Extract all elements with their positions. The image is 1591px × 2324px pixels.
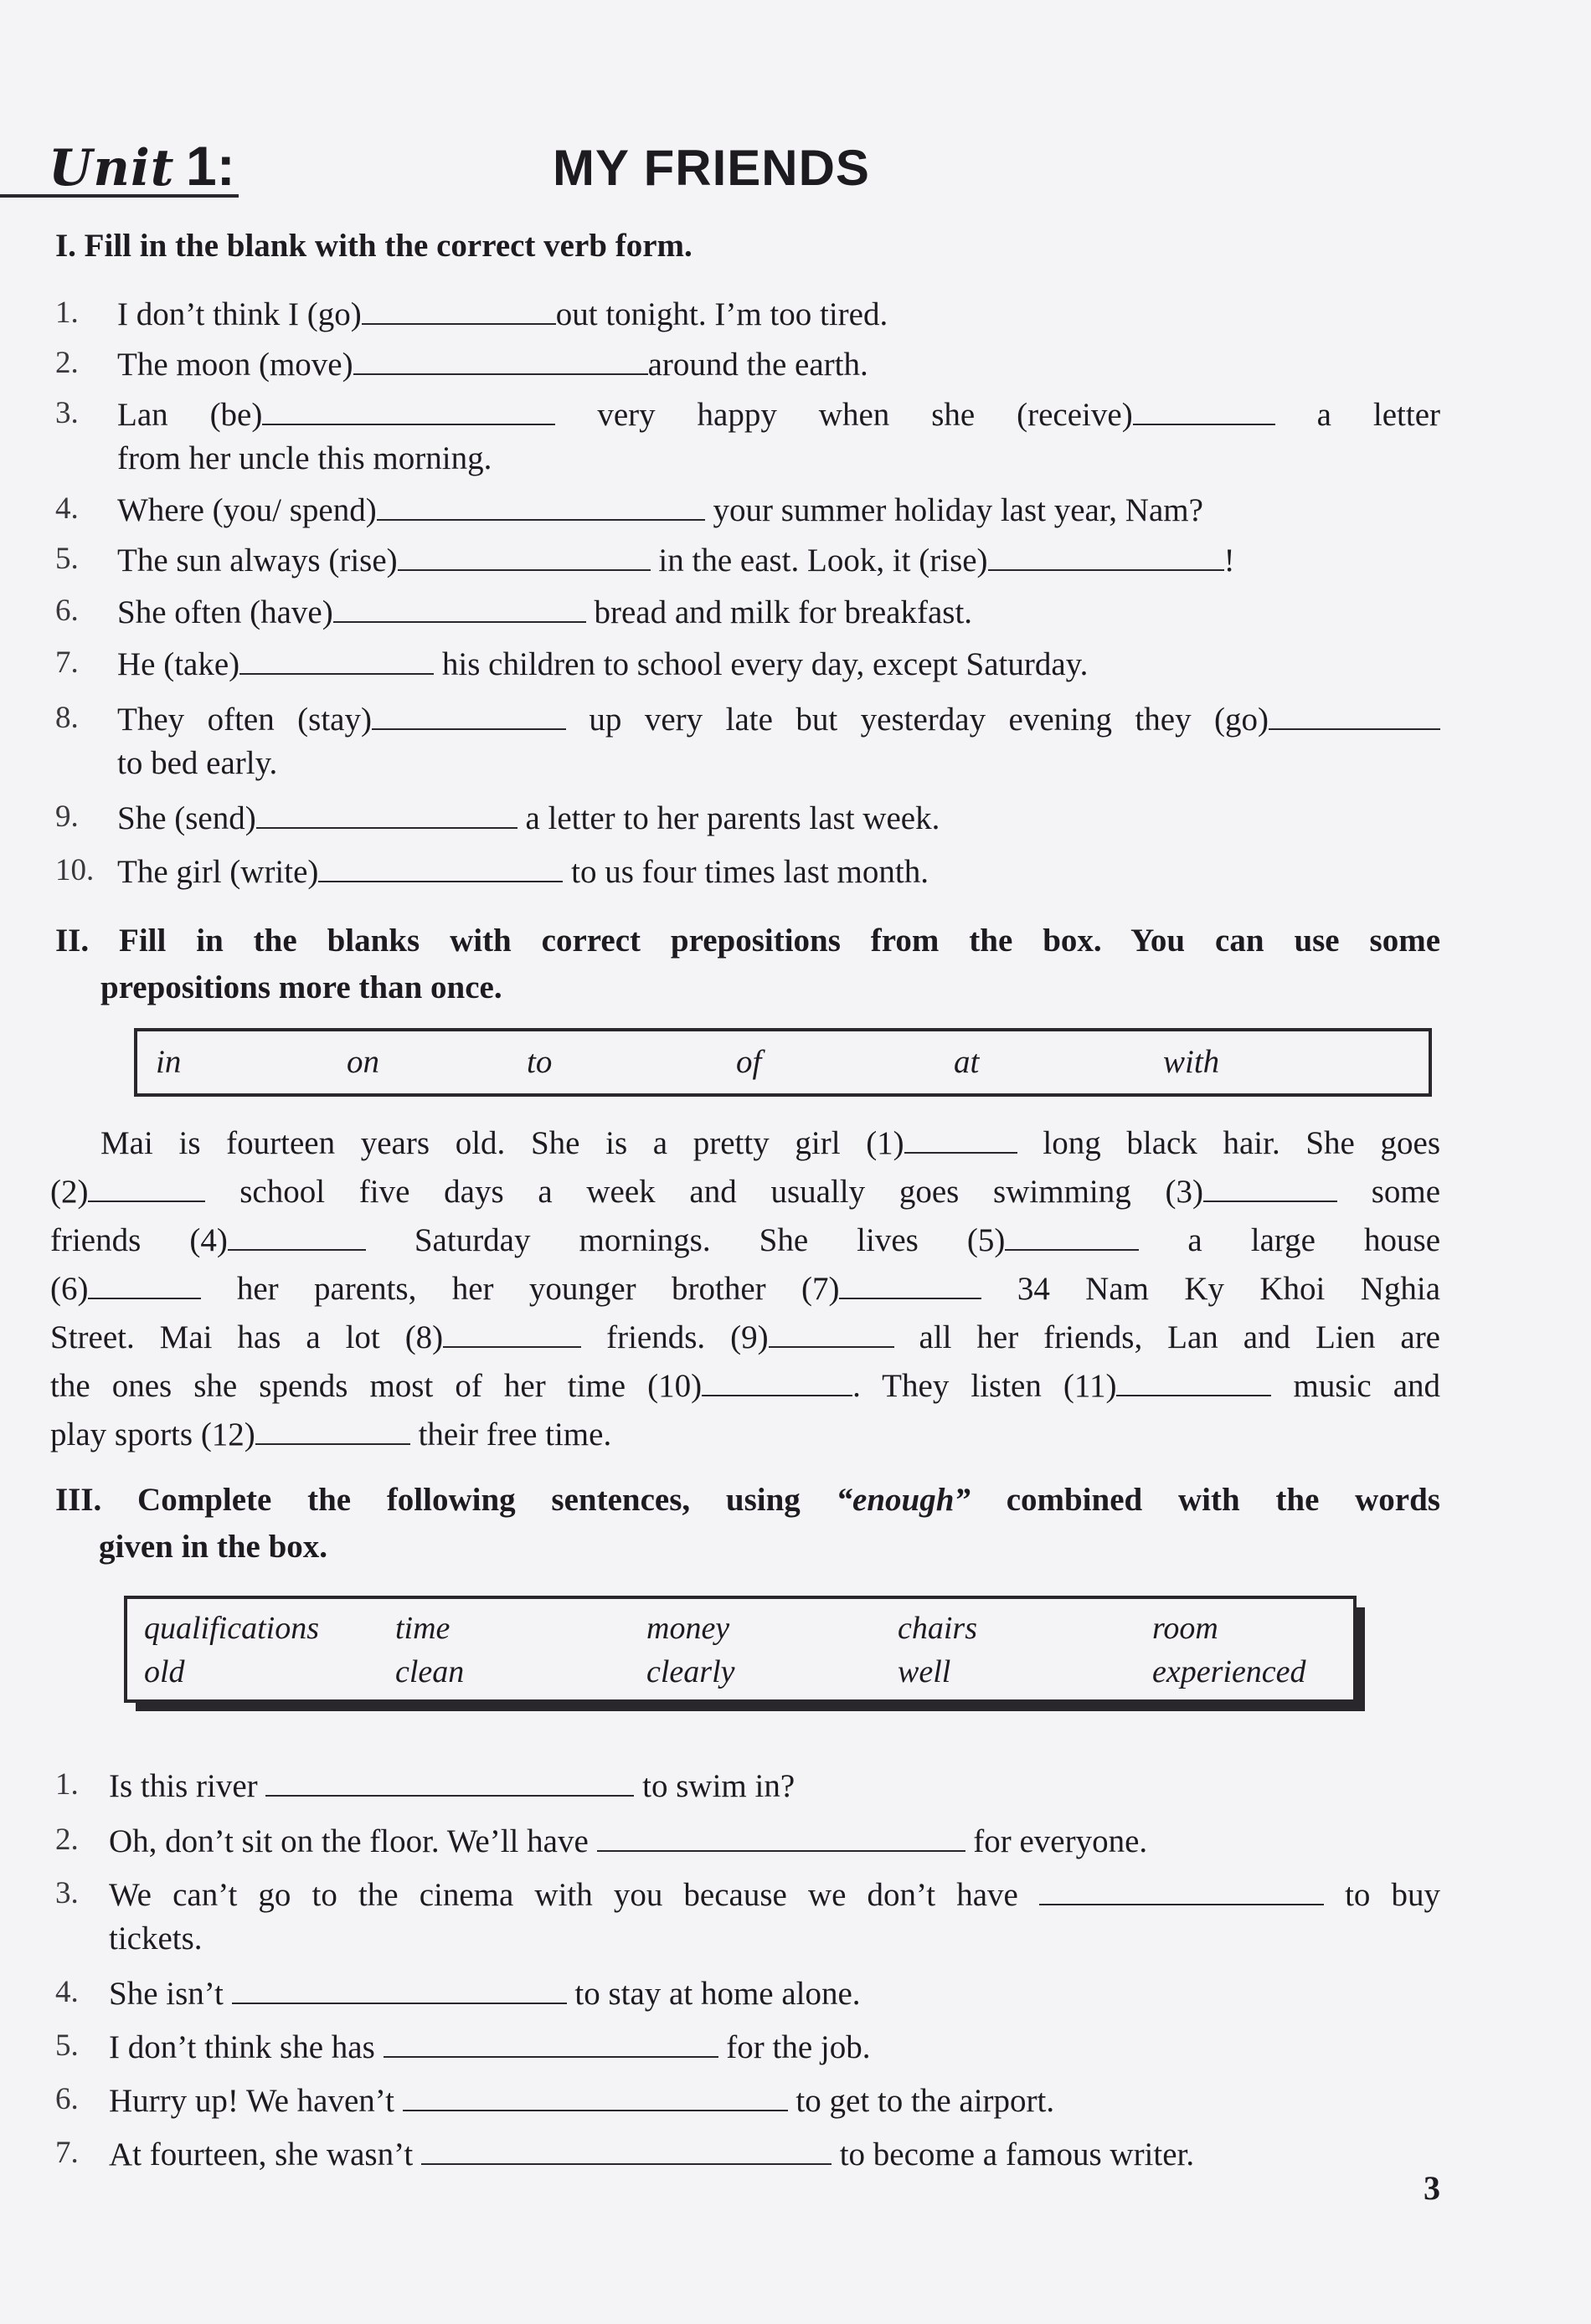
word-box-item: well: [898, 1654, 951, 1689]
word-box-item: room: [1152, 1611, 1218, 1646]
item-number: 2.: [55, 1823, 79, 1857]
word-box-item: in: [156, 1044, 182, 1080]
answer-blank[interactable]: [1039, 1870, 1324, 1905]
answer-blank[interactable]: [403, 2076, 788, 2111]
answer-blank[interactable]: [88, 1167, 205, 1202]
answer-blank[interactable]: [353, 340, 648, 375]
item-number: 4.: [55, 491, 79, 526]
answer-blank[interactable]: [255, 1410, 410, 1445]
answer-blank[interactable]: [232, 1969, 567, 2004]
word-box-item: of: [736, 1044, 762, 1080]
exercise-sentence: She (send) a letter to her parents last week.: [117, 794, 940, 842]
unit-title: MY FRIENDS: [553, 140, 870, 196]
unit-number: 1:: [186, 135, 235, 197]
word-box-item: time: [395, 1611, 451, 1646]
passage-line: (2) school five days a week and usually goes swimming (3) some: [50, 1167, 1440, 1216]
answer-blank[interactable]: [839, 1264, 981, 1299]
exercise-sentence: The moon (move) around the earth.: [117, 340, 868, 388]
exercise-sentence: Lan (be) very happy when she (receive) a letter: [117, 390, 1440, 439]
exercise-sentence: I don’t think I (go) out tonight. I’m too tired.: [117, 290, 888, 338]
item-number: 3.: [55, 396, 79, 430]
answer-blank[interactable]: [769, 1313, 894, 1348]
item-number: 10.: [55, 853, 95, 887]
answer-blank[interactable]: [1203, 1167, 1337, 1202]
item-number: 4.: [55, 1975, 79, 2009]
exercise-sentence: Is this river to swim in?: [109, 1761, 795, 1810]
word-box-item: to: [527, 1044, 553, 1080]
item-number: 3.: [55, 1876, 79, 1910]
answer-blank[interactable]: [265, 1761, 634, 1797]
answer-blank[interactable]: [421, 2130, 832, 2165]
word-box-item: old: [144, 1654, 185, 1689]
passage-line: (6) her parents, her younger brother (7) 34 Nam Ky Khoi Nghia: [50, 1264, 1440, 1313]
exercise-sentence-continued: from her uncle this morning.: [117, 440, 492, 476]
answer-blank[interactable]: [702, 1361, 852, 1396]
passage-line: play sports (12) their free time.: [50, 1410, 611, 1458]
item-number: 5.: [55, 542, 79, 576]
item-number: 5.: [55, 2028, 79, 2063]
item-number: 2.: [55, 346, 79, 380]
item-number: 8.: [55, 701, 79, 735]
word-box-item: at: [954, 1044, 980, 1080]
item-number: 7.: [55, 645, 79, 680]
exercise-sentence: The sun always (rise) in the east. Look, it (rise) !: [117, 536, 1235, 584]
exercise-sentence: They often (stay) up very late but yesterday evening they (go): [117, 695, 1440, 743]
answer-blank[interactable]: [1133, 390, 1275, 425]
enough-word-box: [124, 1596, 1357, 1703]
answer-blank[interactable]: [256, 794, 517, 829]
answer-blank[interactable]: [443, 1313, 581, 1348]
answer-blank[interactable]: [239, 640, 434, 675]
exercise-sentence: She often (have) bread and milk for breakfast.: [117, 588, 972, 636]
answer-blank[interactable]: [377, 486, 705, 521]
answer-blank[interactable]: [1116, 1361, 1271, 1396]
item-number: 6.: [55, 594, 79, 628]
exercise-sentence-continued: to bed early.: [117, 745, 278, 781]
answer-blank[interactable]: [1269, 695, 1440, 730]
answer-blank[interactable]: [384, 2023, 718, 2058]
answer-blank[interactable]: [318, 847, 563, 882]
word-box-item: experienced: [1152, 1654, 1306, 1689]
word-box-item: qualifications: [144, 1611, 319, 1646]
passage-line: the ones she spends most of her time (10) . They listen (11) music and: [50, 1361, 1440, 1410]
answer-blank[interactable]: [228, 1216, 366, 1251]
answer-blank[interactable]: [988, 536, 1224, 571]
item-number: 1.: [55, 296, 79, 330]
answer-blank[interactable]: [262, 390, 555, 425]
section-2-heading-continued: prepositions more than once.: [100, 969, 502, 1005]
page-number: 3: [1424, 2169, 1440, 2207]
word-box-item: on: [347, 1044, 379, 1080]
answer-blank[interactable]: [1005, 1216, 1139, 1251]
exercise-sentence: The girl (write) to us four times last month.: [117, 847, 929, 896]
exercise-sentence: I don’t think she has for the job.: [109, 2023, 870, 2071]
passage-line: Street. Mai has a lot (8) friends. (9) all her friends, Lan and Lien are: [50, 1313, 1440, 1361]
exercise-sentence: Where (you/ spend) your summer holiday last year, Nam?: [117, 486, 1203, 534]
passage-line: Mai is fourteen years old. She is a pretty girl (1) long black hair. She goes: [100, 1118, 1440, 1167]
section-2-heading: II. Fill in the blanks with correct prepositions from the box. You can use some: [55, 923, 1440, 959]
answer-blank[interactable]: [597, 1817, 965, 1852]
section-3-heading-continued: given in the box.: [99, 1529, 328, 1565]
exercise-sentence: We can’t go to the cinema with you because we don’t have to buy: [109, 1870, 1440, 1919]
item-number: 7.: [55, 2136, 79, 2170]
word-box-item: with: [1163, 1044, 1220, 1080]
section-1-heading: I. Fill in the blank with the correct verb form.: [55, 228, 693, 264]
exercise-sentence: Oh, don’t sit on the floor. We’ll have for everyone.: [109, 1817, 1147, 1865]
unit-label: Unit: [49, 139, 175, 198]
exercise-sentence: At fourteen, she wasn’t to become a famous writer.: [109, 2130, 1194, 2178]
word-box-item: chairs: [898, 1611, 977, 1646]
answer-blank[interactable]: [88, 1264, 201, 1299]
exercise-sentence-continued: tickets.: [109, 1920, 203, 1956]
exercise-sentence: She isn’t to stay at home alone.: [109, 1969, 861, 2018]
preposition-word-box: [134, 1028, 1432, 1097]
section-3-heading: III. Complete the following sentences, using “enough” combined with the words: [55, 1482, 1440, 1518]
item-number: 6.: [55, 2082, 79, 2116]
exercise-sentence: He (take) his children to school every day, except Saturday.: [117, 640, 1088, 688]
answer-blank[interactable]: [904, 1118, 1017, 1154]
answer-blank[interactable]: [398, 536, 651, 571]
exercise-sentence: Hurry up! We haven’t to get to the airport.: [109, 2076, 1054, 2125]
item-number: 1.: [55, 1767, 79, 1802]
item-number: 9.: [55, 800, 79, 834]
word-box-item: clean: [395, 1654, 465, 1689]
word-box-item: clearly: [646, 1654, 735, 1689]
passage-line: friends (4) Saturday mornings. She lives (5) a large house: [50, 1216, 1440, 1264]
word-box-item: money: [646, 1611, 730, 1646]
answer-blank[interactable]: [333, 588, 586, 623]
answer-blank[interactable]: [372, 695, 566, 730]
answer-blank[interactable]: [362, 290, 556, 325]
